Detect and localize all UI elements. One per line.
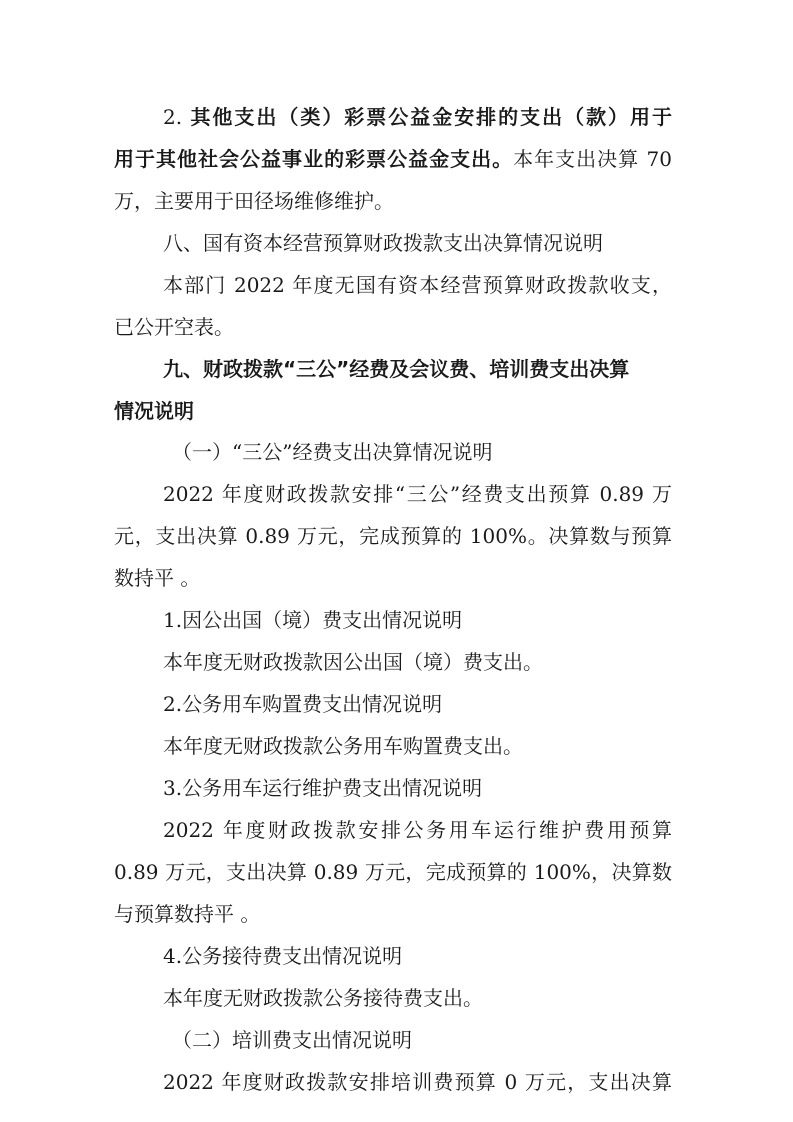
purchase-heading: 2.公务用车购置费支出情况说明: [163, 692, 443, 716]
item2-number: 2.: [163, 105, 183, 129]
sub1-heading: （一）“三公”经费支出决算情况说明: [172, 440, 493, 464]
item2-bold-title-1: 其他支出（类）彩票公益金安排的支出（款）用于: [190, 105, 673, 129]
item2-line1: [163, 103, 672, 131]
reception-text: 本年度无财政拨款公务接待费支出。: [163, 986, 483, 1010]
sub1-para-line3: 数持平 。: [114, 566, 201, 590]
section9-heading-line2: 情况说明: [114, 399, 194, 423]
section9-heading-line1: 九、财政拨款“三公”经费及会议费、培训费支出决算: [163, 357, 630, 381]
item2-line2: [114, 145, 672, 173]
item2-amount-text: 本年支出决算 70: [513, 147, 672, 171]
section8-para-line2: 已公开空表。: [114, 315, 234, 339]
operation-heading: 3.公务用车运行维护费支出情况说明: [163, 776, 483, 800]
item2-line3: 万，主要用于田径场维修维护。: [114, 189, 394, 213]
section8-heading: 八、国有资本经营预算财政拨款支出决算情况说明: [163, 231, 603, 255]
abroad-heading: 1.因公出国（境）费支出情况说明: [163, 608, 463, 632]
reception-heading: 4.公务接待费支出情况说明: [163, 944, 403, 968]
sub2-para-line1: 2022 年度财政拨款安排培训费预算 0 万元，支出决算: [163, 1070, 672, 1094]
operation-para-line3: 与预算数持平 。: [114, 902, 261, 926]
section8-para-line1: 本部门 2022 年度无国有资本经营预算财政拨款收支，: [163, 273, 672, 297]
item2-bold-title-2: 用于其他社会公益事业的彩票公益金支出。: [114, 147, 514, 171]
operation-para-line1: 2022 年度财政拨款安排公务用车运行维护费用预算: [163, 818, 672, 842]
sub2-heading: （二）培训费支出情况说明: [172, 1028, 412, 1052]
operation-para-line2: 0.89 万元，支出决算 0.89 万元，完成预算的 100%，决算数: [114, 860, 672, 884]
sub1-para-line1: 2022 年度财政拨款安排“三公”经费支出预算 0.89 万: [163, 482, 672, 506]
sub1-para-line2: 元，支出决算 0.89 万元，完成预算的 100%。决算数与预算: [114, 524, 672, 548]
abroad-text: 本年度无财政拨款因公出国（境）费支出。: [163, 650, 543, 674]
purchase-text: 本年度无财政拨款公务用车购置费支出。: [163, 734, 523, 758]
